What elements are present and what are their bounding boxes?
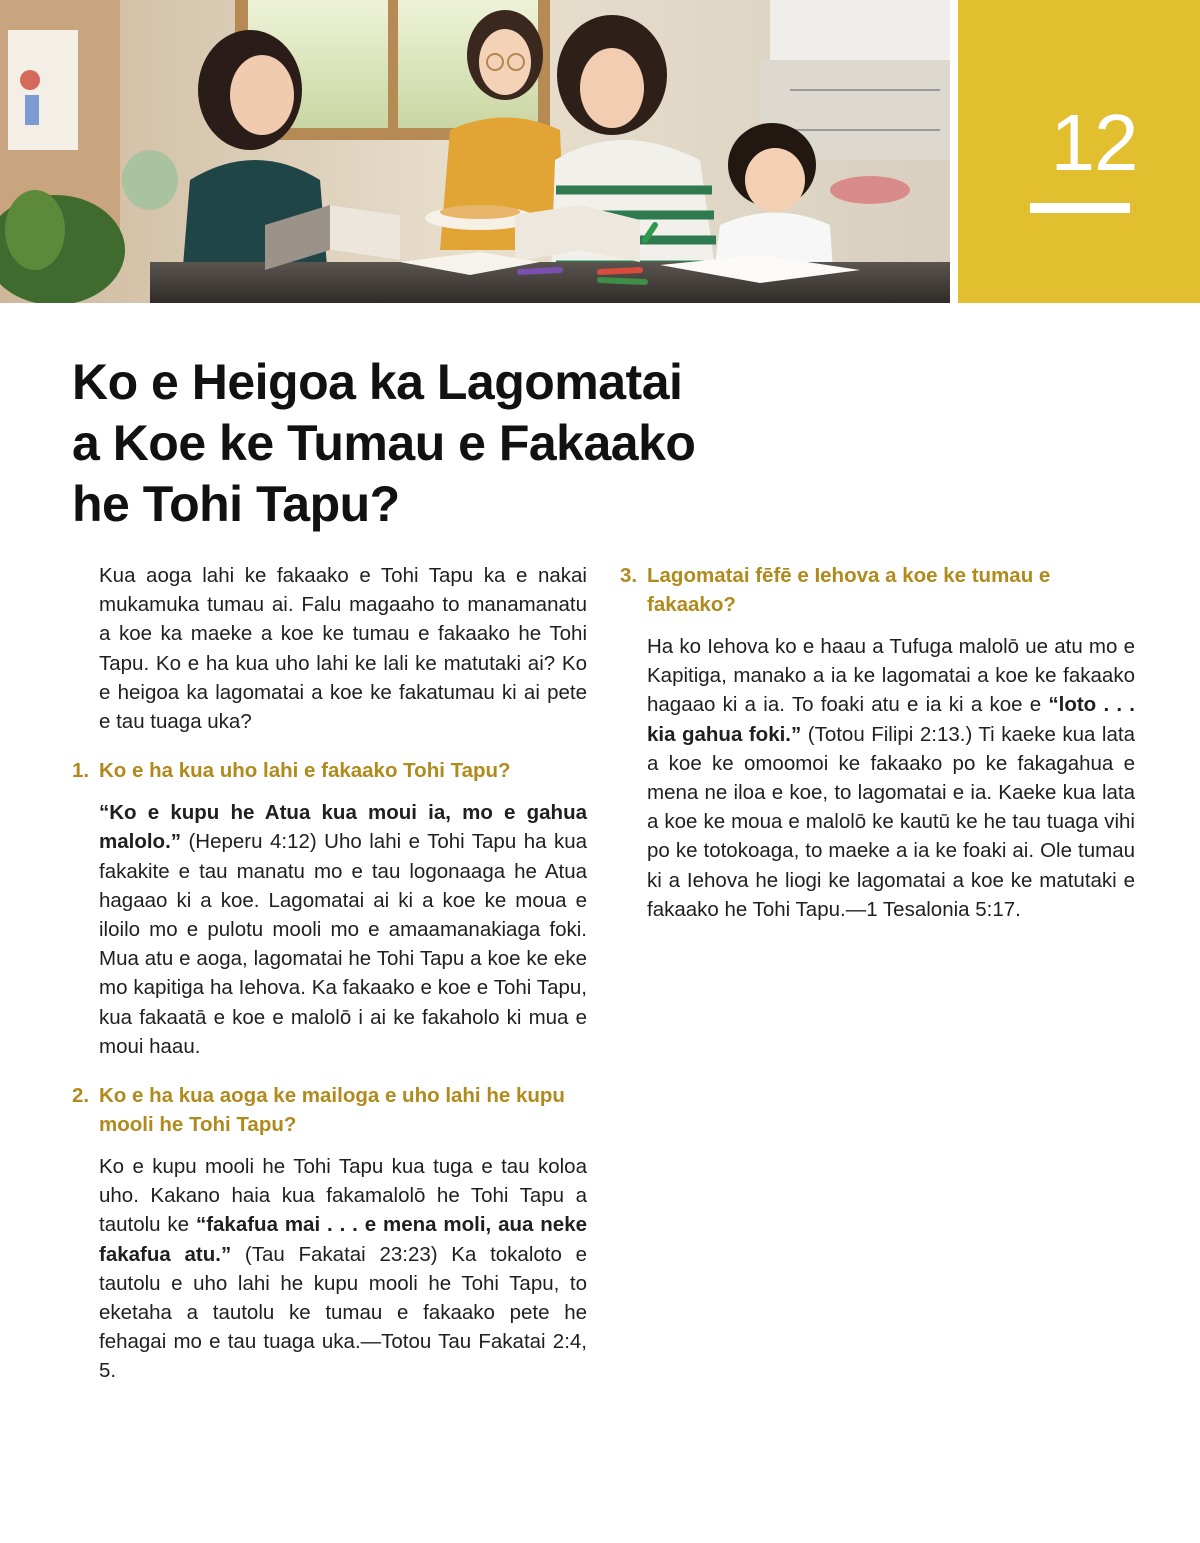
- left-column: [72, 561, 587, 1386]
- question-heading-1: [72, 756, 587, 785]
- scripture-quote: “loto . . . kia gahua foki.”: [647, 693, 1135, 746]
- scripture-quote: “fakafua mai . . . e mena moli, aua neke fakafua atu.”: [99, 1213, 588, 1266]
- answer-paragraph-2: [72, 1152, 587, 1386]
- question-text: Ko e ha kua aoga ke mailoga e uho lahi he kupu mooli he Tohi Tapu?: [99, 1084, 565, 1137]
- question-text: Ko e ha kua uho lahi e fakaako Tohi Tapu?: [99, 759, 511, 783]
- answer-text: (Heperu 4:12) Uho lahi e Tohi Tapu ha kua fakakite e tau manatu mo e tau logonaaga he Atua hagaao ki a koe. Lagomatai ai ki a koe ke moua e iloilo mo e pulotu mooli mo e amaamanakiaga foki. Mua atu e aoga, lagomatai he Tohi Tapu a koe ke eke mo kapitiga ha Iehova. Ka fakaako e koe e Tohi Tapu, kua fakaatā e koe e malolō i ai ke fakaholo ki mua e moui haau.: [99, 830, 587, 1058]
- answer-text: (Totou Filipi 2:13.) Ti kaeke kua lata a koe ke omoomoi ke fakaako po ke fakagahua e mena ne iloa e koe, to lagomatai e ia. Kaeke kua lata a koe ke moua e malolō ke kautū ke he tau tuaga vihi po ke totokoaga, to maeke a ia ke foaki ai. Ole tumau ki a Iehova he liogi ke lagomatai a koe ke matutaki e fakaako he Tohi Tapu.—1 Tesalonia 5:17.: [647, 722, 1135, 921]
- answer-text: Ha ko Iehova ko e haau a Tufuga malolō ue atu mo e Kapitiga, manako a ia ke lagomatai a koe ke fakaako hagaao ki a ia. To foaki atu e ia ki a koe e: [647, 635, 1135, 717]
- title-line: a Koe ke Tumau e Fakaako: [72, 415, 696, 471]
- question-heading-3: [620, 561, 1135, 619]
- chapter-number: 12: [1050, 98, 1138, 187]
- right-column: [620, 561, 1135, 924]
- answer-text: Ko e kupu mooli he Tohi Tapu kua tuga e tau koloa uho. Kakano haia kua fakamalolō he Tohi Tapu a tautolu ke: [99, 1155, 587, 1237]
- hero-photo: [0, 0, 950, 303]
- question-number: 1.: [72, 759, 90, 783]
- question-heading-2: [72, 1081, 587, 1139]
- question-number: 2.: [72, 1084, 90, 1108]
- answer-paragraph-1: [72, 798, 587, 1061]
- chapter-underline: [1030, 203, 1130, 213]
- title-line: Ko e Heigoa ka Lagomatai: [72, 354, 683, 410]
- scripture-quote: “Ko e kupu he Atua kua moui ia, mo e gahua malolo.”: [99, 801, 587, 854]
- answer-paragraph-3: [620, 632, 1135, 924]
- title-line: he Tohi Tapu?: [72, 476, 400, 532]
- chapter-badge: [958, 0, 1200, 303]
- page-title: [72, 352, 772, 535]
- intro-paragraph: Kua aoga lahi ke fakaako e Tohi Tapu ka e nakai mukamuka tumau ai. Falu magaaho to manamanatu a koe ka maeke a koe ke tumau e fakaako he Tohi Tapu. Ko e ha kua uho lahi ke lali ke matutaki ai? Ko e heigoa ka lagomatai a koe ke fakatumau ki ai pete e tau tuaga uka?: [99, 564, 587, 734]
- question-number: 3.: [620, 564, 638, 587]
- question-text: Lagomatai fēfē e Iehova a koe ke tumau e fakaako?: [647, 564, 1051, 616]
- answer-text: (Tau Fakatai 23:23) Ka tokaloto e tautolu e uho lahi he kupu mooli he Tohi Tapu, to eketaha a tautolu ke tumau e fakaako pete he fehagai mo e tau tuaga uka.—Totou Tau Fakatai 2:4, 5.: [99, 1242, 588, 1383]
